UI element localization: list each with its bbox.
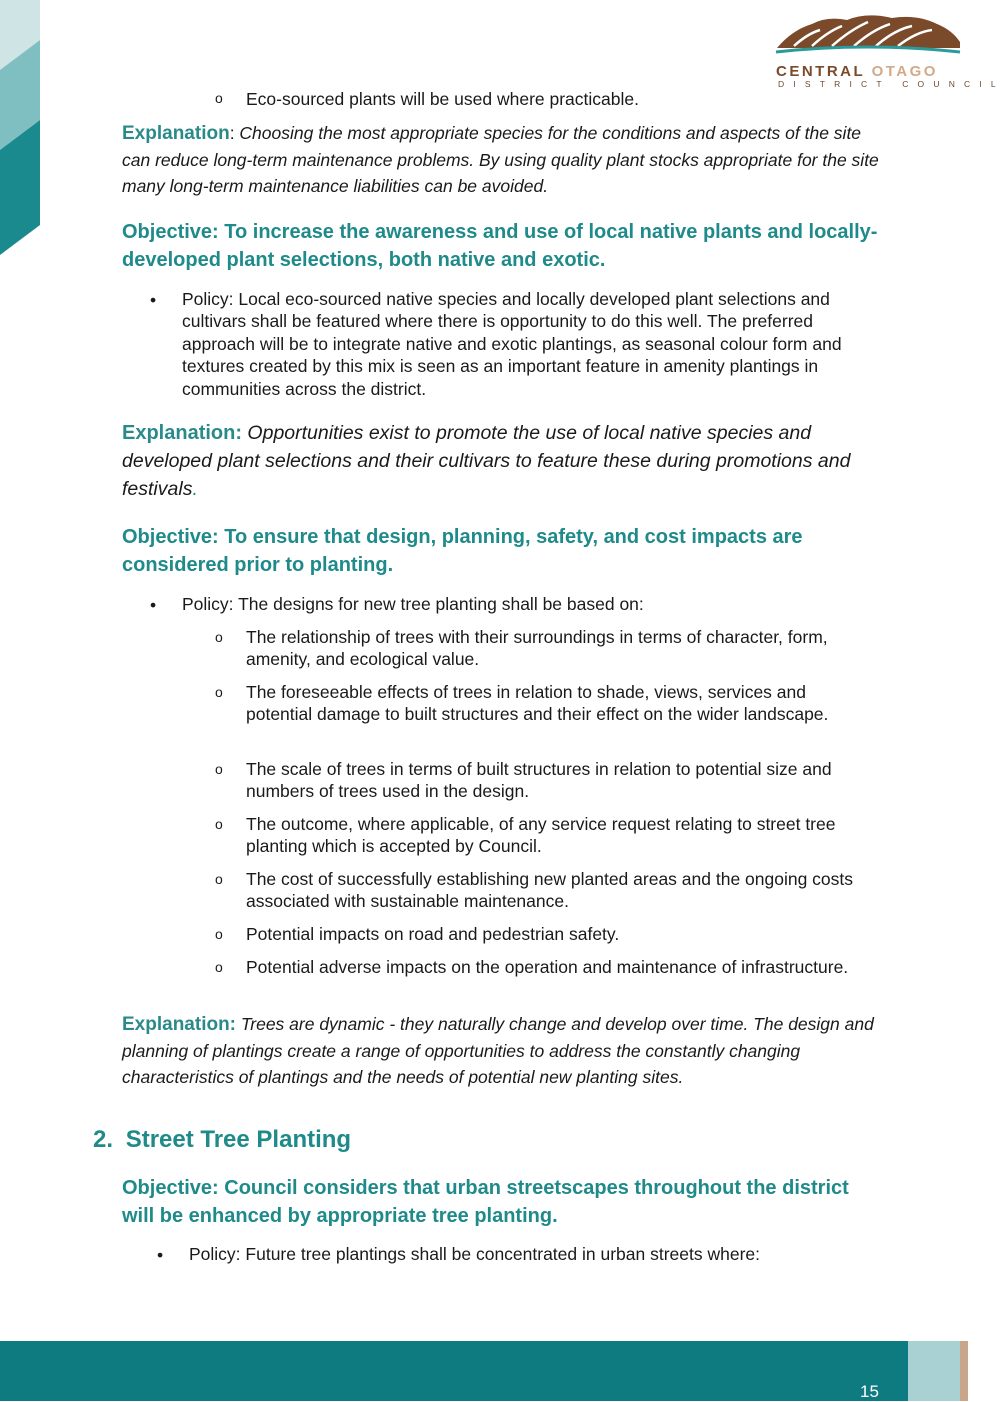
objective-heading-1: Objective: To increase the awareness and use of local native plants and locally-developed plant selections, both native and exotic. xyxy=(122,221,878,271)
explanation-paragraph-1: Explanation: Choosing the most appropriate species for the conditions and aspects of the site can reduce long-term maintenance problems. By using quality plant stocks appropriate for the site many long-term maintenance liabilities can be avoided. xyxy=(122,123,879,196)
explanation-text: Opportunities exist to promote the use of local native species and developed plant selections and their cultivars to feature these during promotions and festivals xyxy=(122,422,851,500)
explanation-paragraph-3 xyxy=(122,1011,892,1090)
footer-accent-tan xyxy=(960,1341,968,1401)
eco-sourced-item: Eco-sourced plants will be used where practicable. xyxy=(246,89,639,109)
bullet-marker: • xyxy=(157,1245,164,1265)
logo-subtitle: DISTRICT COUNCIL xyxy=(778,79,1005,89)
explanation-paragraph-2: Explanation: Opportunities exist to promote the use of local native species and developed plant selections and their cultivars to feature these during promotions and festivals. xyxy=(122,422,851,500)
sub-bullet-marker: o xyxy=(215,684,223,700)
explanation-label: Explanation: xyxy=(122,1014,237,1035)
policy-street-trees: Policy: Future tree plantings shall be concentrated in urban streets where: xyxy=(189,1244,761,1264)
logo-wordmark: CENTRAL OTAGO xyxy=(776,63,938,80)
policy-item: The outcome, where applicable, of any service request relating to street tree planting which is accepted by Council. xyxy=(246,814,836,857)
policy-item: Potential adverse impacts on the operation and maintenance of infrastructure. xyxy=(246,957,849,977)
sub-bullet-marker: o xyxy=(215,761,223,777)
policy-local-native: Policy: Local eco-sourced native species and locally developed plant selections and cultivars shall be featured where there is opportunity to do this well. The preferred approach will be to integrate native and exotic plantings, as seasonal colour form and textures created by this mix is seen as an important feature in amenity plantings in communities across the district. xyxy=(182,289,842,399)
sub-bullet-marker: o xyxy=(215,959,223,975)
policy-item: The cost of successfully establishing new planted areas and the ongoing costs associated with sustainable maintenance. xyxy=(246,869,854,912)
section-number: 2. xyxy=(93,1126,114,1153)
explanation-label: Explanation xyxy=(122,123,230,144)
footer-accent-light xyxy=(908,1341,960,1401)
explanation-text: Choosing the most appropriate species for the conditions and aspects of the site can reduce long-term maintenance problems. By using quality plant stocks appropriate for the site many long-term maintenance liabilities can be avoided. xyxy=(122,123,879,196)
section-heading xyxy=(93,1125,351,1155)
sub-bullet-marker: o xyxy=(215,90,223,106)
explanation-text: Trees are dynamic - they naturally change and develop over time. The design and planning of plantings create a range of opportunities to address the constantly changing characteristics of plantings and the needs of potential new planting sites. xyxy=(122,1014,874,1087)
sub-bullet-marker: o xyxy=(215,816,223,832)
page-footer xyxy=(0,1341,968,1401)
policy-tree-design: Policy: The designs for new tree planting shall be based on: xyxy=(182,594,644,614)
explanation-label: Explanation: xyxy=(122,422,243,444)
sub-bullet-marker: o xyxy=(215,629,223,645)
sub-bullet-marker: o xyxy=(215,926,223,942)
bullet-marker: • xyxy=(150,595,157,615)
left-decorative-band xyxy=(0,0,40,260)
objective-heading-2: Objective: To ensure that design, planning, safety, and cost impacts are considered prior to planting. xyxy=(122,526,803,576)
objective-heading-3: Objective: Council considers that urban streetscapes throughout the district will be enhanced by appropriate tree planting. xyxy=(122,1177,849,1227)
policy-item: Potential impacts on road and pedestrian safety. xyxy=(246,924,620,944)
section-title: Street Tree Planting xyxy=(125,1126,352,1153)
policy-item: The relationship of trees with their surroundings in terms of character, form, amenity, and ecological value. xyxy=(246,627,828,670)
policy-item: The scale of trees in terms of built structures in relation to potential size and numbers of trees used in the design. xyxy=(246,759,832,802)
bullet-marker: • xyxy=(150,290,157,310)
policy-item: The foreseeable effects of trees in relation to shade, views, services and potential damage to built structures and their effect on the wider landscape. xyxy=(246,682,829,725)
sub-bullet-marker: o xyxy=(215,871,223,887)
page-number: 15 xyxy=(860,1382,879,1401)
